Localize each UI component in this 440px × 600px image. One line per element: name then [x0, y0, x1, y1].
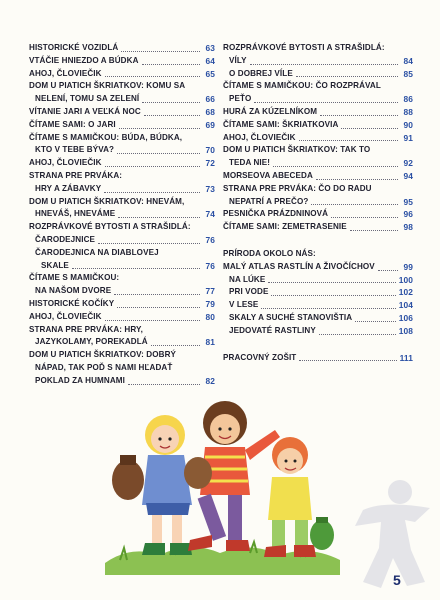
toc-entry-page: 73: [205, 183, 215, 194]
dot-leader: [121, 51, 200, 52]
toc-entry-page: 102: [398, 287, 413, 298]
dot-leader: [105, 166, 200, 167]
section-gap: [223, 338, 413, 352]
dot-leader: [268, 282, 395, 283]
toc-entry-title: STRANA PRE PRVÁKA:: [29, 170, 123, 180]
dot-leader: [250, 64, 398, 65]
toc-entry: [29, 349, 215, 387]
toc-entry: [223, 299, 413, 312]
dot-leader: [119, 128, 200, 129]
toc-entry-title: PRÍRODA OKOLO NÁS:: [223, 248, 316, 258]
toc-entry-title: HISTORICKÉ VOZIDLÁ: [29, 43, 119, 52]
toc-entry-title: KTO V TEBE BÝVA?: [35, 145, 115, 155]
toc-entry: [223, 132, 413, 145]
page-number: 5: [393, 572, 401, 588]
toc-entry-page: 74: [205, 209, 215, 220]
toc-entry: [223, 221, 413, 234]
dot-leader: [117, 307, 200, 308]
toc-column-left: [29, 42, 215, 388]
toc-entry: [29, 106, 215, 119]
toc-entry-page: 66: [205, 94, 215, 105]
children-illustration: [100, 395, 345, 575]
toc-entry: [29, 285, 215, 298]
toc-entry-title: O DOBREJ VÍLE: [229, 68, 293, 78]
toc-entry-page: 85: [403, 68, 413, 79]
dot-leader: [331, 217, 398, 218]
dot-leader: [117, 153, 200, 154]
toc-entry: [223, 352, 413, 365]
toc-entry-title: ČARODEJNICE: [35, 234, 96, 244]
toc-entry-title: JAZYKOLAMY, POREKADLÁ: [35, 337, 148, 347]
toc-entry-title: ROZPRÁVKOVÉ BYTOSTI A STRAŠIDLÁ:: [29, 222, 191, 232]
dot-leader: [98, 243, 200, 244]
dot-leader: [316, 179, 398, 180]
toc-entry: [223, 144, 413, 170]
toc-entry-title: ČÍTAME S MAMIČKOU: ČO ROZPRÁVAL: [223, 81, 381, 91]
toc-entry-title: NELENÍ, TOMU SA ZELENÍ: [35, 94, 140, 104]
toc-entry-title: AHOJ, ČLOVIEČIK: [223, 132, 296, 142]
toc-entry-title: STRANA PRE PRVÁKA: ČO DO RADU: [223, 183, 372, 193]
toc-entry-page: 64: [205, 55, 215, 66]
dot-leader: [311, 204, 398, 205]
toc-entry-title: POKLAD ZA HUMNAMI: [35, 375, 125, 385]
toc-entry-title: ČARODEJNICA NA DIABLOVEJ: [35, 247, 159, 257]
toc-entry: [29, 196, 215, 222]
toc-entry-page: 86: [403, 94, 413, 105]
publisher-logo: [345, 470, 435, 595]
toc-entry: [223, 170, 413, 183]
toc-entry-page: 80: [205, 311, 215, 322]
dot-leader: [105, 320, 200, 321]
toc-entry-title: VÍTANIE JARI A VEĽKÁ NOC: [29, 106, 141, 116]
toc-entry: [29, 183, 215, 196]
dot-leader: [299, 360, 396, 361]
toc-entry-page: 108: [398, 325, 413, 336]
dot-leader: [104, 192, 200, 193]
toc-entry-title: ČÍTAME S MAMIČKOU: BÚDA, BÚDKA,: [29, 132, 183, 142]
toc-entry-title: DOM U PIATICH ŠKRIATKOV: HNEVÁM,: [29, 196, 185, 206]
toc-entry-title: PEŤO: [229, 94, 252, 104]
dot-leader: [271, 295, 395, 296]
toc-entry-title: MALÝ ATLAS RASTLÍN A ŽIVOČÍCHOV: [223, 261, 375, 271]
toc-entry-page: 72: [205, 158, 215, 169]
toc-entry-title: ROZPRÁVKOVÉ BYTOSTI A STRAŠIDLÁ:: [223, 43, 385, 52]
toc-entry-page: 98: [403, 222, 413, 233]
toc-entry: [223, 68, 413, 81]
toc-entry-title: PESNIČKA PRÁZDNINOVÁ: [223, 209, 329, 219]
toc-entry-page: 88: [403, 106, 413, 117]
dot-leader: [320, 115, 398, 116]
toc-entry-page: 81: [205, 337, 215, 348]
toc-entry-title: VÍLY: [229, 55, 247, 65]
toc-entry-title: SKALY A SUCHÉ STANOVIŠTIA: [229, 312, 353, 322]
toc-entry-page: 96: [403, 209, 413, 220]
toc-entry: [223, 286, 413, 299]
toc-entry: [223, 119, 413, 132]
toc-entry-page: 82: [205, 375, 215, 386]
toc-entry-page: 100: [398, 274, 413, 285]
toc-entry-title: HRY A ZÁBAVKY: [35, 183, 102, 193]
toc-entry: [29, 170, 215, 183]
toc-entry-page: 68: [205, 106, 215, 117]
toc-entry: [29, 221, 215, 234]
toc-entry: [29, 132, 215, 158]
toc-entry: [223, 183, 413, 209]
toc-entry-title: AHOJ, ČLOVIEČIK: [29, 311, 102, 321]
toc-entry: [29, 272, 215, 285]
toc-entry-page: 94: [403, 170, 413, 181]
toc-entry: [29, 311, 215, 324]
dot-leader: [105, 76, 200, 77]
toc-entry-title: HISTORICKÉ KOČÍKY: [29, 298, 115, 308]
toc-entry-title: PRACOVNÝ ZOŠIT: [223, 352, 297, 362]
toc-entry-page: 79: [205, 298, 215, 309]
toc-entry-page: 63: [205, 43, 215, 53]
toc-entry-page: 84: [403, 55, 413, 66]
toc-entry-page: 90: [403, 119, 413, 130]
toc-entry-page: 70: [205, 145, 215, 156]
toc-entry: [223, 325, 413, 338]
toc-entry-page: 65: [205, 68, 215, 79]
toc-entry-title: ČÍTAME SAMI: O JARI: [29, 119, 116, 129]
toc-entry: [223, 55, 413, 68]
dot-leader: [128, 384, 200, 385]
dot-leader: [299, 140, 398, 141]
toc-entry-title: DOM U PIATICH ŠKRIATKOV: TAK TO: [223, 145, 371, 155]
dot-leader: [355, 321, 396, 322]
dot-leader: [319, 334, 396, 335]
toc-entry-title: JEDOVATÉ RASTLINY: [229, 325, 316, 335]
dot-leader: [261, 308, 395, 309]
toc-entry: [29, 324, 215, 350]
toc-entry-page: 104: [398, 300, 413, 311]
toc-entry-title: NA NAŠOM DVORE: [35, 286, 112, 296]
toc-entry: [29, 55, 215, 68]
toc-entry: [29, 157, 215, 170]
toc-entry-page: 111: [399, 352, 413, 363]
toc-entry-title: AHOJ, ČLOVIEČIK: [29, 68, 102, 78]
toc-entry-title: ČÍTAME SAMI: ŠKRIATKOVIA: [223, 119, 339, 129]
toc-entry-page: 76: [205, 260, 215, 271]
dot-leader: [378, 270, 398, 271]
toc-entry-page: 76: [205, 234, 215, 245]
dot-leader: [273, 166, 398, 167]
toc-entry-title: PRI VODE: [229, 287, 269, 297]
toc-entry-title: ČÍTAME S MAMIČKOU:: [29, 273, 120, 283]
section-gap: [223, 234, 413, 248]
toc-entry-title: NA LÚKE: [229, 274, 266, 284]
toc-entry-page: 77: [205, 286, 215, 297]
toc-entry-page: 69: [205, 119, 215, 130]
toc-entry: [223, 248, 413, 261]
dot-leader: [142, 102, 200, 103]
toc-entry-title: HNEVÁŠ, HNEVÁME: [35, 209, 116, 219]
toc-entry: [223, 106, 413, 119]
dot-leader: [350, 230, 398, 231]
toc-entry: [223, 208, 413, 221]
dot-leader: [118, 217, 200, 218]
dot-leader: [72, 268, 200, 269]
dot-leader: [151, 345, 200, 346]
toc-entry-page: 92: [403, 158, 413, 169]
toc-entry-title: STRANA PRE PRVÁKA: HRY,: [29, 324, 143, 334]
toc-entry-page: 106: [398, 312, 413, 323]
dot-leader: [341, 128, 398, 129]
toc-entry-title: MORSEOVA ABECEDA: [223, 170, 313, 180]
toc-entry-title: DOM U PIATICH ŠKRIATKOV: KOMU SA: [29, 81, 186, 91]
toc-entry: [29, 298, 215, 311]
toc-entry-title: NÁPAD, TAK POĎ S NAMI HĽADAŤ: [35, 362, 173, 372]
toc-entry-title: HURÁ ZA KÚZELNÍKOM: [223, 106, 318, 116]
toc-entry-page: 91: [403, 132, 413, 143]
dot-leader: [296, 76, 398, 77]
toc-entry: [223, 274, 413, 287]
toc-entry-title: V LESE: [229, 300, 259, 310]
toc-entry-title: VTÁČIE HNIEZDO A BÚDKA: [29, 55, 139, 65]
toc-entry-title: DOM U PIATICH ŠKRIATKOV: DOBRÝ: [29, 350, 177, 360]
toc-entry: [29, 42, 215, 55]
toc-entry-title: TEDA NIE!: [229, 158, 271, 168]
toc-entry: [223, 80, 413, 106]
toc-entry: [223, 261, 413, 274]
toc-entry-title: SKALE: [41, 260, 69, 270]
toc-entry: [29, 80, 215, 106]
toc-entry: [223, 42, 413, 55]
dot-leader: [114, 294, 200, 295]
toc-entry: [29, 247, 215, 273]
toc-entry: [29, 234, 215, 247]
toc-entry: [223, 312, 413, 325]
dot-leader: [142, 64, 200, 65]
toc-entry-title: AHOJ, ČLOVIEČIK: [29, 158, 102, 168]
dot-leader: [254, 102, 398, 103]
toc-entry-page: 99: [403, 261, 413, 272]
toc-entry-page: 95: [403, 196, 413, 207]
toc-entry: [29, 68, 215, 81]
toc-entry: [29, 119, 215, 132]
toc-entry-title: ČÍTAME SAMI: ZEMETRASENIE: [223, 222, 347, 232]
toc-entry-title: NEPATRÍ A PREČO?: [229, 196, 309, 206]
dot-leader: [144, 115, 200, 116]
toc-column-right: [223, 42, 413, 364]
